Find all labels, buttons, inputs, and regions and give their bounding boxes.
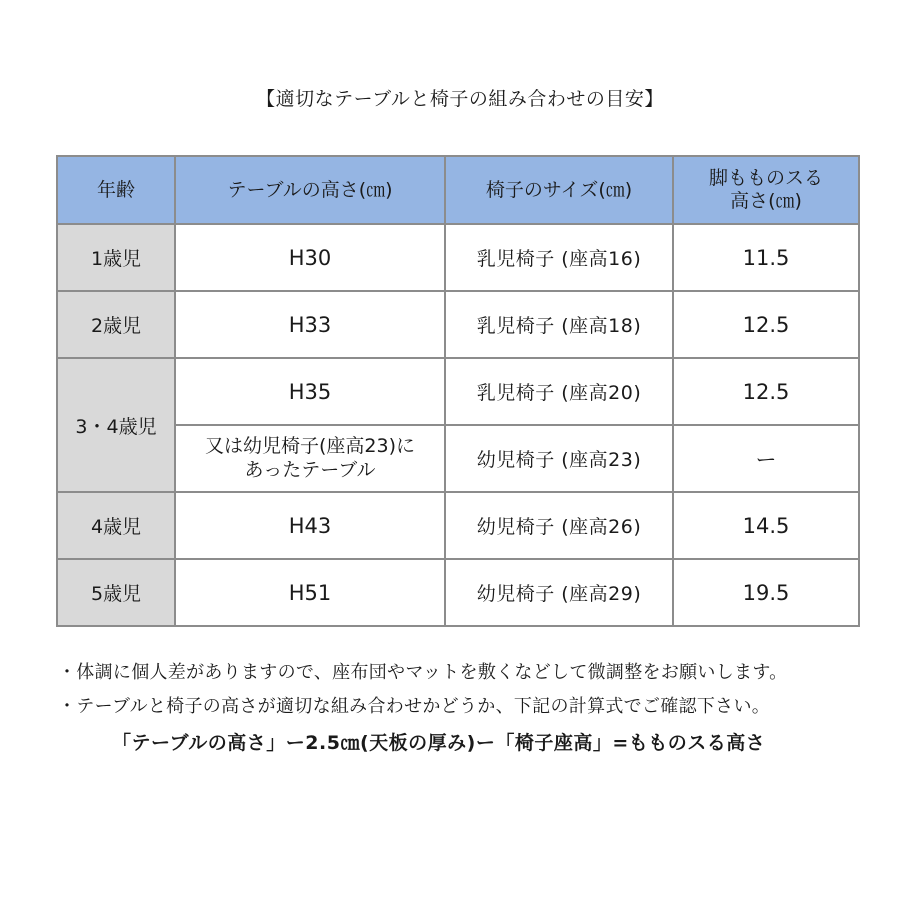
header-thigh-height: [673, 156, 859, 224]
header-age: 年齢: [57, 156, 175, 224]
table-row: [57, 559, 859, 626]
page-title: 【適切なテーブルと椅子の組み合わせの目安】: [256, 88, 664, 110]
table-height-cell: H51: [175, 559, 445, 626]
note-line: ・体調に個人差がありますので、座布団やマットを敷くなどして微調整をお願いします。: [58, 662, 788, 683]
table-row: [57, 492, 859, 559]
table-height-cell: H33: [175, 291, 445, 358]
table-row: [57, 224, 859, 291]
formula: 「テーブルの高さ」ー2.5㎝(天板の厚み)ー「椅子座高」=もものスる高さ: [112, 732, 766, 754]
table-height-note-line-2: あったテーブル: [244, 458, 376, 481]
thigh-cell: 14.5: [673, 492, 859, 559]
thigh-cell: 12.5: [673, 291, 859, 358]
age-cell: 4歳児: [57, 492, 175, 559]
guide-table: [56, 155, 860, 627]
header-thigh-line-2: 高さ(㎝): [730, 190, 802, 212]
chair-cell: 幼児椅子 (座高23): [445, 425, 673, 492]
chair-cell: 乳児椅子 (座高18): [445, 291, 673, 358]
table-height-cell: H35: [175, 358, 445, 425]
notes: [58, 656, 898, 724]
thigh-cell: 11.5: [673, 224, 859, 291]
age-cell: 5歳児: [57, 559, 175, 626]
table-height-cell-note: [175, 425, 445, 492]
chair-cell: 幼児椅子 (座高26): [445, 492, 673, 559]
chair-cell: 幼児椅子 (座高29): [445, 559, 673, 626]
note-line: ・テーブルと椅子の高さが適切な組み合わせかどうか、下記の計算式でご確認下さい。: [58, 696, 771, 717]
header-chair-size: 椅子のサイズ(㎝): [445, 156, 673, 224]
table-row: [57, 425, 859, 492]
table-header-row: [57, 156, 859, 224]
age-cell: 1歳児: [57, 224, 175, 291]
table-height-cell: H43: [175, 492, 445, 559]
table-row: [57, 358, 859, 425]
header-thigh-line-1: 脚もものスる: [708, 167, 823, 190]
thigh-cell: 12.5: [673, 358, 859, 425]
table-height-note-line-1: 又は幼児椅子(座高23)に: [204, 434, 415, 457]
age-cell-merged: 3・4歳児: [57, 358, 175, 492]
table-row: [57, 291, 859, 358]
header-table-height: テーブルの高さ(㎝): [175, 156, 445, 224]
table-height-cell: H30: [175, 224, 445, 291]
thigh-cell: ー: [673, 425, 859, 492]
chair-cell: 乳児椅子 (座高20): [445, 358, 673, 425]
chair-cell: 乳児椅子 (座高16): [445, 224, 673, 291]
age-cell: 2歳児: [57, 291, 175, 358]
thigh-cell: 19.5: [673, 559, 859, 626]
